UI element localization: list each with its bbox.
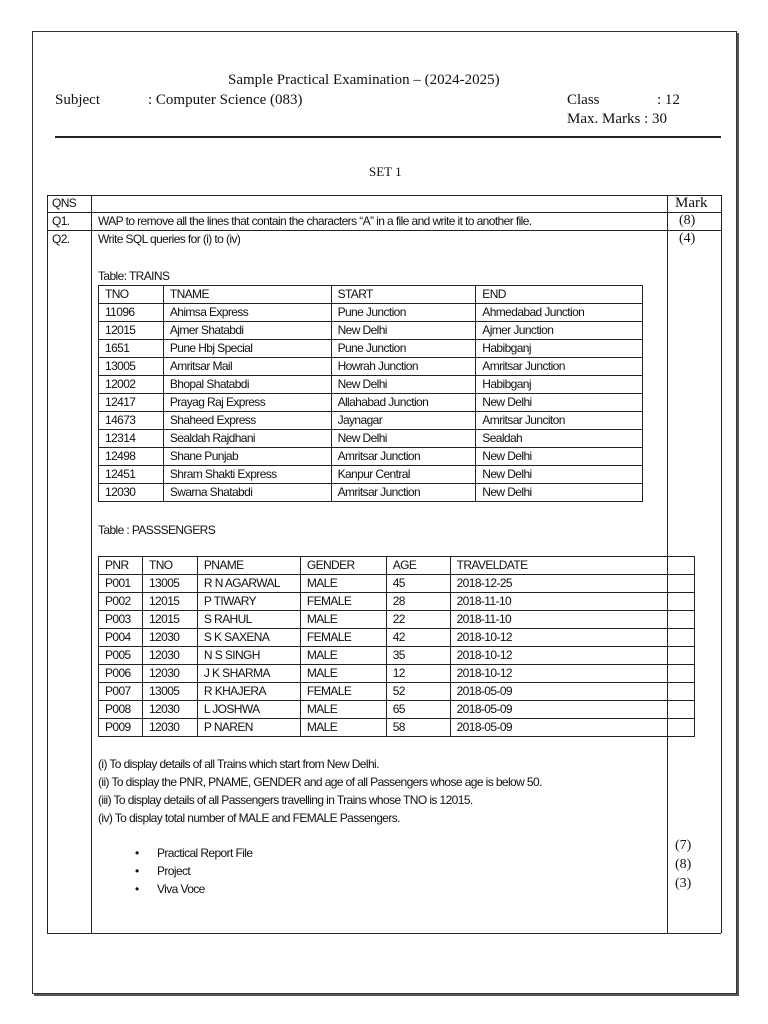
table-cell: Swarna Shatabdi bbox=[163, 484, 331, 502]
list-item-viva bbox=[135, 882, 205, 896]
table-cell: 11096 bbox=[99, 304, 164, 322]
table-cell: P001 bbox=[99, 575, 143, 593]
table-cell: Prayag Raj Express bbox=[163, 394, 331, 412]
list-item-report bbox=[135, 846, 252, 860]
table-cell: 2018-11-10 bbox=[450, 611, 694, 629]
table-cell: Habibganj bbox=[476, 376, 643, 394]
column-header: PNAME bbox=[197, 557, 300, 575]
table-row bbox=[99, 466, 643, 484]
table-cell: R N AGARWAL bbox=[197, 575, 300, 593]
table-cell: 22 bbox=[386, 611, 450, 629]
qns-header: QNS bbox=[52, 196, 77, 210]
column-header: TNO bbox=[142, 557, 197, 575]
table-cell: P007 bbox=[99, 683, 143, 701]
report-label: Practical Report File bbox=[157, 846, 253, 860]
table-cell: MALE bbox=[300, 611, 386, 629]
column-header: TNO bbox=[99, 286, 164, 304]
table-border-right bbox=[721, 195, 722, 933]
project-mark: (8) bbox=[675, 857, 692, 872]
table-cell: 52 bbox=[386, 683, 450, 701]
list-item-project bbox=[135, 864, 190, 878]
table-cell: 14673 bbox=[99, 412, 164, 430]
column-header: TNAME bbox=[163, 286, 331, 304]
table-cell: FEMALE bbox=[300, 629, 386, 647]
table-cell: 2018-10-12 bbox=[450, 629, 694, 647]
table-cell: 12030 bbox=[142, 719, 197, 737]
table-cell: Allahabad Junction bbox=[331, 394, 476, 412]
column-header: GENDER bbox=[300, 557, 386, 575]
table-border-top bbox=[47, 195, 721, 196]
table-cell: 12030 bbox=[142, 647, 197, 665]
table-row bbox=[99, 322, 643, 340]
table-row bbox=[99, 304, 643, 322]
table-cell: 58 bbox=[386, 719, 450, 737]
table-cell: 12015 bbox=[142, 593, 197, 611]
table-row bbox=[99, 376, 643, 394]
table-cell: 2018-10-12 bbox=[450, 665, 694, 683]
column-header: AGE bbox=[386, 557, 450, 575]
table-cell: Howrah Junction bbox=[331, 358, 476, 376]
table-cell: 2018-05-09 bbox=[450, 683, 694, 701]
table-cell: Amritsar Junciton bbox=[476, 412, 643, 430]
table-cell: P NAREN bbox=[197, 719, 300, 737]
q1-number: Q1. bbox=[52, 214, 70, 228]
table-cell: Bhopal Shatabdi bbox=[163, 376, 331, 394]
table-cell: 12498 bbox=[99, 448, 164, 466]
table-cell: MALE bbox=[300, 665, 386, 683]
table-cell: 2018-11-10 bbox=[450, 593, 694, 611]
table-cell: 12030 bbox=[142, 629, 197, 647]
table-cell: 28 bbox=[386, 593, 450, 611]
table-cell: 2018-10-12 bbox=[450, 647, 694, 665]
table-cell: P008 bbox=[99, 701, 143, 719]
table-cell: Pune Junction bbox=[331, 304, 476, 322]
table-cell: Habibganj bbox=[476, 340, 643, 358]
bullet-icon: • bbox=[135, 882, 139, 896]
max-marks: Max. Marks : 30 bbox=[567, 111, 667, 127]
project-label: Project bbox=[157, 864, 191, 878]
column-header: START bbox=[331, 286, 476, 304]
table-cell: New Delhi bbox=[476, 394, 643, 412]
table-cell: MALE bbox=[300, 575, 386, 593]
table-cell: 2018-12-25 bbox=[450, 575, 694, 593]
table-col-line bbox=[91, 195, 92, 933]
table-cell: 65 bbox=[386, 701, 450, 719]
column-header: TRAVELDATE bbox=[450, 557, 694, 575]
table-cell: 12015 bbox=[99, 322, 164, 340]
table-cell: 12451 bbox=[99, 466, 164, 484]
query-1: (i) To display details of all Trains which start from New Delhi. bbox=[98, 757, 379, 771]
table-cell: FEMALE bbox=[300, 683, 386, 701]
table-cell: Jaynagar bbox=[331, 412, 476, 430]
table-cell: 13005 bbox=[142, 575, 197, 593]
table-cell: 13005 bbox=[99, 358, 164, 376]
header-divider bbox=[55, 136, 721, 138]
table-cell: 12417 bbox=[99, 394, 164, 412]
table-cell: 35 bbox=[386, 647, 450, 665]
table-cell: Amritsar Junction bbox=[331, 448, 476, 466]
subject-value: : Computer Science (083) bbox=[148, 92, 303, 108]
table-cell: New Delhi bbox=[476, 466, 643, 484]
table-row bbox=[99, 647, 695, 665]
table-row bbox=[99, 593, 695, 611]
table-cell: MALE bbox=[300, 701, 386, 719]
table-cell: Amritsar Junction bbox=[476, 358, 643, 376]
table-cell: New Delhi bbox=[476, 448, 643, 466]
q2-mark: (4) bbox=[679, 231, 696, 246]
table-cell: S K SAXENA bbox=[197, 629, 300, 647]
table-cell: P TIWARY bbox=[197, 593, 300, 611]
mark-header: Mark bbox=[675, 195, 708, 211]
table-cell: 12015 bbox=[142, 611, 197, 629]
table-cell: New Delhi bbox=[476, 484, 643, 502]
trains-table-label: Table: TRAINS bbox=[98, 269, 170, 283]
table-cell: Amritsar Junction bbox=[331, 484, 476, 502]
subject-label: Subject bbox=[55, 92, 100, 108]
table-cell: Ajmer Shatabdi bbox=[163, 322, 331, 340]
table-cell: Ajmer Junction bbox=[476, 322, 643, 340]
table-cell: J K SHARMA bbox=[197, 665, 300, 683]
table-cell: 12030 bbox=[142, 701, 197, 719]
table-row bbox=[99, 665, 695, 683]
exam-sheet bbox=[32, 31, 737, 994]
q1-mark: (8) bbox=[679, 213, 696, 228]
trains-table bbox=[98, 285, 643, 502]
table-row bbox=[99, 340, 643, 358]
column-header: PNR bbox=[99, 557, 143, 575]
table-cell: Shaheed Express bbox=[163, 412, 331, 430]
table-row bbox=[99, 448, 643, 466]
table-border-bottom bbox=[47, 933, 721, 934]
table-cell: 45 bbox=[386, 575, 450, 593]
table-row bbox=[99, 575, 695, 593]
table-row bbox=[99, 430, 643, 448]
table-header-row bbox=[99, 286, 643, 304]
table-row bbox=[99, 358, 643, 376]
table-cell: 42 bbox=[386, 629, 450, 647]
table-cell: Sealdah Rajdhani bbox=[163, 430, 331, 448]
q2-text: Write SQL queries for (i) to (iv) bbox=[98, 232, 241, 246]
table-cell: 12030 bbox=[99, 484, 164, 502]
table-cell: New Delhi bbox=[331, 322, 476, 340]
table-row bbox=[99, 701, 695, 719]
table-cell: Amritsar Mail bbox=[163, 358, 331, 376]
table-cell: R KHAJERA bbox=[197, 683, 300, 701]
table-cell: P002 bbox=[99, 593, 143, 611]
table-row bbox=[99, 412, 643, 430]
table-border-left bbox=[47, 195, 48, 933]
q1-text: WAP to remove all the lines that contain the characters “A” in a file and write it to another file. bbox=[98, 214, 532, 228]
passengers-table bbox=[98, 556, 695, 737]
table-cell: L JOSHWA bbox=[197, 701, 300, 719]
table-row-line bbox=[47, 230, 721, 231]
class-value: : 12 bbox=[657, 92, 680, 108]
table-row bbox=[99, 611, 695, 629]
table-cell: 12 bbox=[386, 665, 450, 683]
table-row bbox=[99, 484, 643, 502]
exam-title: Sample Practical Examination – (2024-2025) bbox=[228, 72, 500, 88]
set-label: SET 1 bbox=[369, 164, 402, 179]
table-cell: 2018-05-09 bbox=[450, 701, 694, 719]
table-cell: Ahmedabad Junction bbox=[476, 304, 643, 322]
table-cell: Sealdah bbox=[476, 430, 643, 448]
query-3: (iii) To display details of all Passengers travelling in Trains whose TNO is 12015. bbox=[98, 793, 473, 807]
report-mark: (7) bbox=[675, 838, 692, 853]
passengers-table-label: Table : PASSSENGERS bbox=[98, 523, 216, 537]
table-cell: P003 bbox=[99, 611, 143, 629]
table-cell: 12030 bbox=[142, 665, 197, 683]
table-cell: Shane Punjab bbox=[163, 448, 331, 466]
table-cell: P006 bbox=[99, 665, 143, 683]
table-row bbox=[99, 394, 643, 412]
query-2: (ii) To display the PNR, PNAME, GENDER and age of all Passengers whose age is below 50. bbox=[98, 775, 542, 789]
table-cell: Shram Shakti Express bbox=[163, 466, 331, 484]
table-cell: P004 bbox=[99, 629, 143, 647]
viva-mark: (3) bbox=[675, 876, 692, 891]
table-row bbox=[99, 629, 695, 647]
table-cell: 12314 bbox=[99, 430, 164, 448]
table-cell: 12002 bbox=[99, 376, 164, 394]
table-cell: N S SINGH bbox=[197, 647, 300, 665]
table-cell: MALE bbox=[300, 719, 386, 737]
table-cell: Kanpur Central bbox=[331, 466, 476, 484]
viva-label: Viva Voce bbox=[157, 882, 205, 896]
table-cell: Pune Hbj Special bbox=[163, 340, 331, 358]
table-cell: New Delhi bbox=[331, 430, 476, 448]
table-cell: 13005 bbox=[142, 683, 197, 701]
table-row bbox=[99, 719, 695, 737]
bullet-icon: • bbox=[135, 846, 139, 860]
bullet-icon: • bbox=[135, 864, 139, 878]
column-header: END bbox=[476, 286, 643, 304]
table-cell: S RAHUL bbox=[197, 611, 300, 629]
table-cell: MALE bbox=[300, 647, 386, 665]
q2-number: Q2. bbox=[52, 232, 70, 246]
table-cell: 2018-05-09 bbox=[450, 719, 694, 737]
table-header-row bbox=[99, 557, 695, 575]
table-cell: New Delhi bbox=[331, 376, 476, 394]
query-4: (iv) To display total number of MALE and FEMALE Passengers. bbox=[98, 811, 400, 825]
table-row bbox=[99, 683, 695, 701]
table-cell: Pune Junction bbox=[331, 340, 476, 358]
table-cell: 1651 bbox=[99, 340, 164, 358]
question-table bbox=[47, 195, 721, 933]
table-cell: Ahimsa Express bbox=[163, 304, 331, 322]
table-row-line bbox=[47, 212, 721, 213]
table-cell: FEMALE bbox=[300, 593, 386, 611]
table-cell: P005 bbox=[99, 647, 143, 665]
table-cell: P009 bbox=[99, 719, 143, 737]
class-label: Class bbox=[567, 92, 600, 108]
